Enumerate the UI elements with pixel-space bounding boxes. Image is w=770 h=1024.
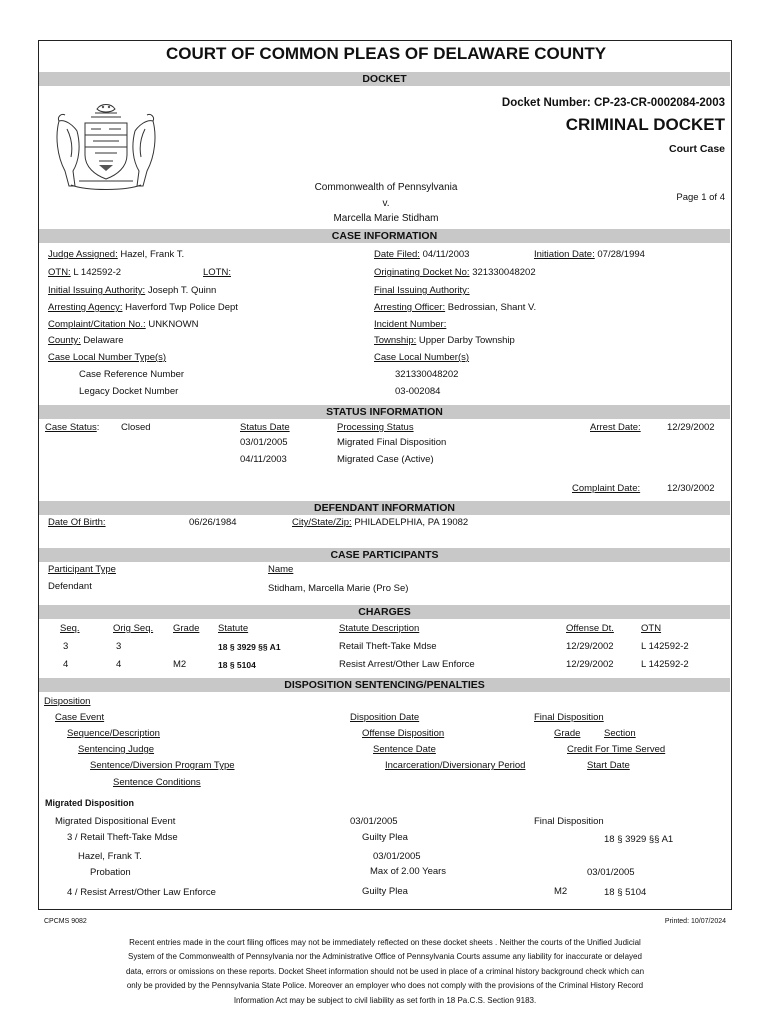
credit-time-served-header: Credit For Time Served xyxy=(567,744,666,755)
status-date-1: 03/01/2005 xyxy=(240,437,288,448)
charges-header-description: Statute Description xyxy=(339,623,420,634)
charge-otn: L 142592-2 xyxy=(641,659,689,670)
sentence-date-header: Sentence Date xyxy=(373,744,436,755)
sentence-conditions-header: Sentence Conditions xyxy=(113,777,201,788)
local-type-1: Case Reference Number xyxy=(79,369,185,380)
disposition-item-1-description: 3 / Retail Theft-Take Mdse xyxy=(67,832,178,843)
court-title: COURT OF COMMON PLEAS OF DELAWARE COUNTY xyxy=(165,44,607,63)
form-id: CPCMS 9082 xyxy=(44,918,87,925)
lotn: LOTN: xyxy=(203,267,231,278)
charge-otn: L 142592-2 xyxy=(641,641,689,652)
disposition-item-1-disposition: Guilty Plea xyxy=(362,832,408,843)
arresting-officer: Arresting Officer: Bedrossian, Shant V. xyxy=(374,302,537,313)
disposition-header: Disposition xyxy=(44,696,91,707)
incident-number: Incident Number: xyxy=(374,319,447,330)
printed-date: Printed: 10/07/2024 xyxy=(664,918,726,925)
dob-label: Date Of Birth: xyxy=(48,517,106,528)
judge-assigned: Judge Assigned: Hazel, Frank T. xyxy=(48,249,185,260)
otn: OTN: L 142592-2 xyxy=(48,267,122,278)
caption-line-1: Commonwealth of Pennsylvania xyxy=(314,182,458,193)
complaint-date-label: Complaint Date: xyxy=(572,483,641,494)
disposition-item-1-judge: Hazel, Frank T. xyxy=(78,851,142,862)
case-information-bar: CASE INFORMATION xyxy=(39,229,730,243)
charges-header-statute: Statute xyxy=(218,623,249,634)
migrated-final-disposition: Final Disposition xyxy=(534,816,604,827)
disposition-date-header: Disposition Date xyxy=(350,712,420,723)
status-date-header: Status Date xyxy=(240,422,290,433)
arresting-agency: Arresting Agency: Haverford Twp Police Dept xyxy=(48,302,238,313)
township: Township: Upper Darby Township xyxy=(374,335,515,346)
sentence-program-header: Sentence/Diversion Program Type xyxy=(90,760,235,771)
case-participants-bar: CASE PARTICIPANTS xyxy=(39,548,730,562)
sentencing-judge-header: Sentencing Judge xyxy=(78,744,155,755)
migrated-event: Migrated Dispositional Event xyxy=(55,816,176,827)
local-number-1: 321330048202 xyxy=(395,369,459,380)
arrest-date-label: Arrest Date: xyxy=(590,422,641,433)
section-header: Section xyxy=(604,728,636,739)
disposition-item-2-section: 18 § 5104 xyxy=(604,887,647,898)
disposition-item-1-start-date: 03/01/2005 xyxy=(587,867,635,878)
final-disposition-header: Final Disposition xyxy=(534,712,604,723)
charges-bar: CHARGES xyxy=(39,605,730,619)
defendant-information-bar: DEFENDANT INFORMATION xyxy=(39,501,730,515)
pennsylvania-coat-of-arms-icon xyxy=(51,101,161,193)
participant-type-header: Participant Type xyxy=(48,564,116,575)
processing-status-header: Processing Status xyxy=(337,422,414,433)
charge-description: Retail Theft-Take Mdse xyxy=(339,641,437,652)
charge-seq: 4 xyxy=(63,659,69,670)
offense-disposition-header: Offense Disposition xyxy=(362,728,445,739)
processing-status-2: Migrated Case (Active) xyxy=(337,454,434,465)
county: County: Delaware xyxy=(48,335,124,346)
case-local-number-types: Case Local Number Type(s) xyxy=(48,352,167,363)
incarceration-period-header: Incarceration/Diversionary Period xyxy=(385,760,526,771)
migrated-date: 03/01/2005 xyxy=(350,816,398,827)
case-local-numbers: Case Local Number(s) xyxy=(374,352,470,363)
arrest-date-value: 12/29/2002 xyxy=(667,422,715,433)
disposition-item-2-disposition: Guilty Plea xyxy=(362,886,408,897)
charge-statute: 18 § 5104 xyxy=(218,660,256,670)
charge-offense-date: 12/29/2002 xyxy=(566,641,614,652)
complaint-date-value: 12/30/2002 xyxy=(667,483,715,494)
participant-name-header: Name xyxy=(268,564,294,575)
participant-name-1: Stidham, Marcella Marie (Pro Se) xyxy=(268,583,409,594)
caption-line-2: v. xyxy=(382,198,390,209)
charge-orig-seq: 4 xyxy=(116,659,122,670)
complaint-citation: Complaint/Citation No.: UNKNOWN xyxy=(48,319,199,330)
charge-seq: 3 xyxy=(63,641,69,652)
sequence-description-header: Sequence/Description xyxy=(67,728,160,739)
disclaimer-line: data, errors or omissions on these reports. Docket Sheet information should not be used in place of a criminal history background check which can xyxy=(125,966,645,976)
charge-statute: 18 § 3929 §§ A1 xyxy=(218,642,281,652)
disposition-item-2-description: 4 / Resist Arrest/Other Law Enforce xyxy=(67,887,216,898)
charge-offense-date: 12/29/2002 xyxy=(566,659,614,670)
charges-header-offense-date: Offense Dt. xyxy=(566,623,614,634)
charges-header-grade: Grade xyxy=(173,623,200,634)
local-type-2: Legacy Docket Number xyxy=(79,386,179,397)
disclaimer-line: Recent entries made in the court filing offices may not be immediately reflected on these docket sheets . Neither the courts of the Unified Judicial xyxy=(129,938,641,947)
participant-type-1: Defendant xyxy=(48,581,92,592)
initiation-date: Initiation Date: 07/28/1994 xyxy=(534,249,645,260)
initial-issuing-authority: Initial Issuing Authority: Joseph T. Quinn xyxy=(48,285,217,296)
migrated-disposition-title: Migrated Disposition xyxy=(45,798,135,808)
city-state-zip: City/State/Zip: PHILADELPHIA, PA 19082 xyxy=(292,517,469,528)
disposition-item-1-sentence-date: 03/01/2005 xyxy=(373,851,421,862)
dob-value: 06/26/1984 xyxy=(189,517,237,528)
docket-bar: DOCKET xyxy=(39,72,730,86)
case-kind: Court Case xyxy=(668,143,725,155)
originating-docket: Originating Docket No: 321330048202 xyxy=(374,267,536,278)
disclaimer-line: Information Act may be subject to civil liability as set forth in 18 Pa.C.S. Section 9183. xyxy=(233,995,537,1005)
charges-header-orig-seq: Orig Seq. xyxy=(113,623,154,634)
disclaimer-line: only be provided by the Pennsylvania State Police. Moreover an employer who does not comply with the provisions of the Criminal History Record xyxy=(126,981,644,991)
disposition-item-1-program: Probation xyxy=(90,867,131,878)
docket-type: CRIMINAL DOCKET xyxy=(565,115,725,134)
start-date-header: Start Date xyxy=(587,760,630,771)
final-issuing-authority: Final Issuing Authority: xyxy=(374,285,470,296)
charge-description: Resist Arrest/Other Law Enforce xyxy=(339,659,475,670)
disclaimer xyxy=(90,936,680,1008)
disposition-item-2-grade: M2 xyxy=(554,886,568,897)
docket-number: Docket Number: CP-23-CR-0002084-2003 xyxy=(501,97,725,109)
status-date-2: 04/11/2003 xyxy=(240,454,287,465)
disposition-item-1-period: Max of 2.00 Years xyxy=(370,866,447,877)
docket-frame xyxy=(38,40,732,910)
disclaimer-line: System of the Commonwealth of Pennsylvania nor the Administrative Office of Pennsylvania Courts assume any liability for inaccurate or delayed xyxy=(128,952,642,962)
charges-header-seq: Seq. xyxy=(60,623,80,634)
disposition-bar: DISPOSITION SENTENCING/PENALTIES xyxy=(39,678,730,692)
local-number-2: 03-002084 xyxy=(395,386,441,397)
processing-status-1: Migrated Final Disposition xyxy=(337,437,447,448)
page-number: Page 1 of 4 xyxy=(676,192,725,203)
grade-header: Grade xyxy=(554,728,581,739)
case-status: Case Status: xyxy=(45,422,100,433)
disposition-item-1-section: 18 § 3929 §§ A1 xyxy=(604,834,674,845)
charge-orig-seq: 3 xyxy=(116,641,122,652)
status-information-bar: STATUS INFORMATION xyxy=(39,405,730,419)
date-filed: Date Filed: 04/11/2003 xyxy=(374,249,470,260)
caption-line-3: Marcella Marie Stidham xyxy=(333,213,439,224)
charge-grade: M2 xyxy=(173,659,187,670)
charges-header-otn: OTN xyxy=(641,623,662,634)
case-event-header: Case Event xyxy=(55,712,105,723)
case-status-value: Closed xyxy=(121,422,151,433)
